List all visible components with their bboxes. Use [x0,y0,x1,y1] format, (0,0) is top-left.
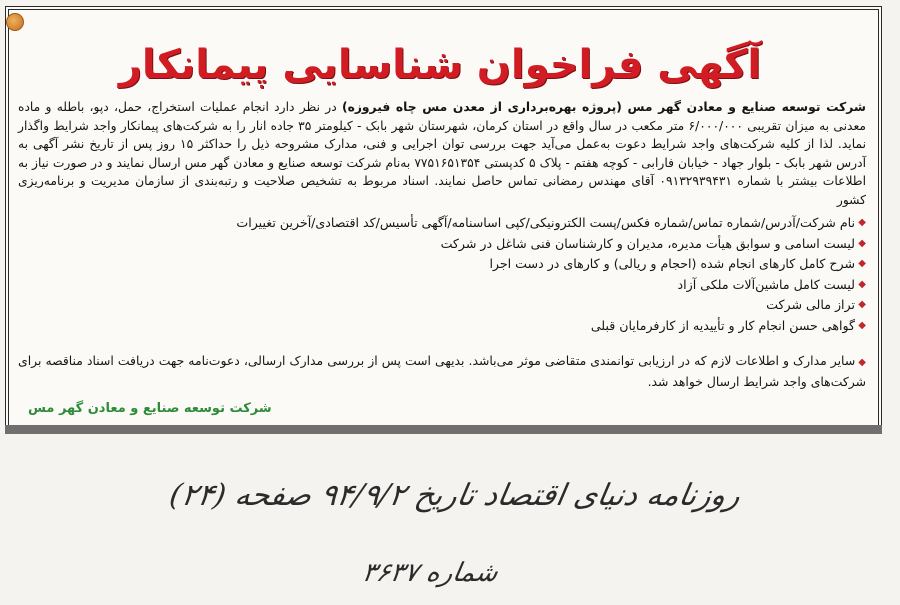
list-item: ◆ لیست کامل ماشین‌آلات ملکی آزاد [18,275,866,296]
handwritten-number-note: شماره ۳۶۳۷ [359,558,501,588]
notice-intro [18,98,866,210]
company-signature: شرکت توسعه صنایع و معادن گهر مس [28,401,272,416]
bullet-icon: ◆ [858,217,866,228]
notice-title: آگهی فراخوان شناسایی پیمانکار [118,42,762,88]
bullet-icon: ◆ [858,319,866,331]
bullet-icon: ◆ [858,237,866,249]
bullet-icon: ◆ [858,278,866,290]
frame-bottom-bar [5,425,882,434]
list-item: ◆ گواهی حسن انجام کار و تأییدیه از کارفرمایان قبلی [18,316,866,337]
intro-lead: شرکت توسعه صنایع و معادن گهر مس (پروژه بهره‌برداری از معدن مس چاه فیروزه) [341,100,866,114]
list-item: ◆ تراز مالی شرکت [18,295,866,316]
bullet-icon: ◆ [858,357,866,368]
bullet-icon: ◆ [858,299,866,310]
list-item: ◆ لیست اسامی و سوابق هیأت مدیره، مدیران و کارشناسان فنی شاغل در شرکت [18,234,866,255]
list-item: ◆ نام شرکت/آدرس/شماره تماس/شماره فکس/پست الکترونیکی/کپی اساسنامه/آگهی تأسیس/کد اقتصادی/آخرین تغییرات [18,213,866,234]
intro-rest: در نظر دارد انجام عملیات استخراج، حمل، دپو، باطله و ماده معدنی به میزان تقریبی ۶/۰۰۰/۰۰۰ متر مکعب در سال واقع در استان کرمان، شهرستان شهر بابک - کیلومتر ۳۵ جاده انار را به شرکت‌های پیمانکار واجد شرایط واگذار نماید. لذا از کلیه شرکت‌های واجد شرایط دعوت به‌عمل می‌آید جهت بررسی توان اجرایی و فنی، مدارک مشروحه ذیل را حداکثر ۱۵ روز پس از تاریخ نشر آگهی به آدرس شهر بابک - بلوار جهاد - خیابان فارابی - کوچه هفتم - پلاک ۵ کدپستی ۷۷۵۱۶۵۱۳۵۴ به‌نام شرکت توسعه صنایع و معادن گهر مس ارسال نمایند و در صورت نیاز به اطلاعات بیشتر با شماره ۰۹۱۳۲۹۳۹۴۳۱ آقای مهندس رمضانی تماس حاصل نمایند. اسناد مربوط به تشخیص صلاحیت و رتبه‌بندی از سازمان مدیریت و برنامه‌ریزی کشور [18,100,866,207]
list-item: ◆ شرح کامل کارهای انجام شده (احجام و ریالی) و کارهای در دست اجرا [18,254,866,275]
pin-icon [6,13,24,31]
bullet-icon: ◆ [858,258,866,269]
handwritten-source-note: روزنامه دنیای اقتصاد تاریخ ۹۴/۹/۲ صفحه (۲۴) [166,478,744,513]
closing-paragraph: ◆سایر مدارک و اطلاعات لازم که در ارزیابی توانمندی متقاضی موثر می‌باشد. بدیهی است پس از بررسی مدارک ارسالی، دعوت‌نامه جهت دریافت اسناد مناقصه برای شرکت‌های واجد شرایط ارسال خواهد شد. [18,353,866,389]
requirements-list [18,213,866,336]
